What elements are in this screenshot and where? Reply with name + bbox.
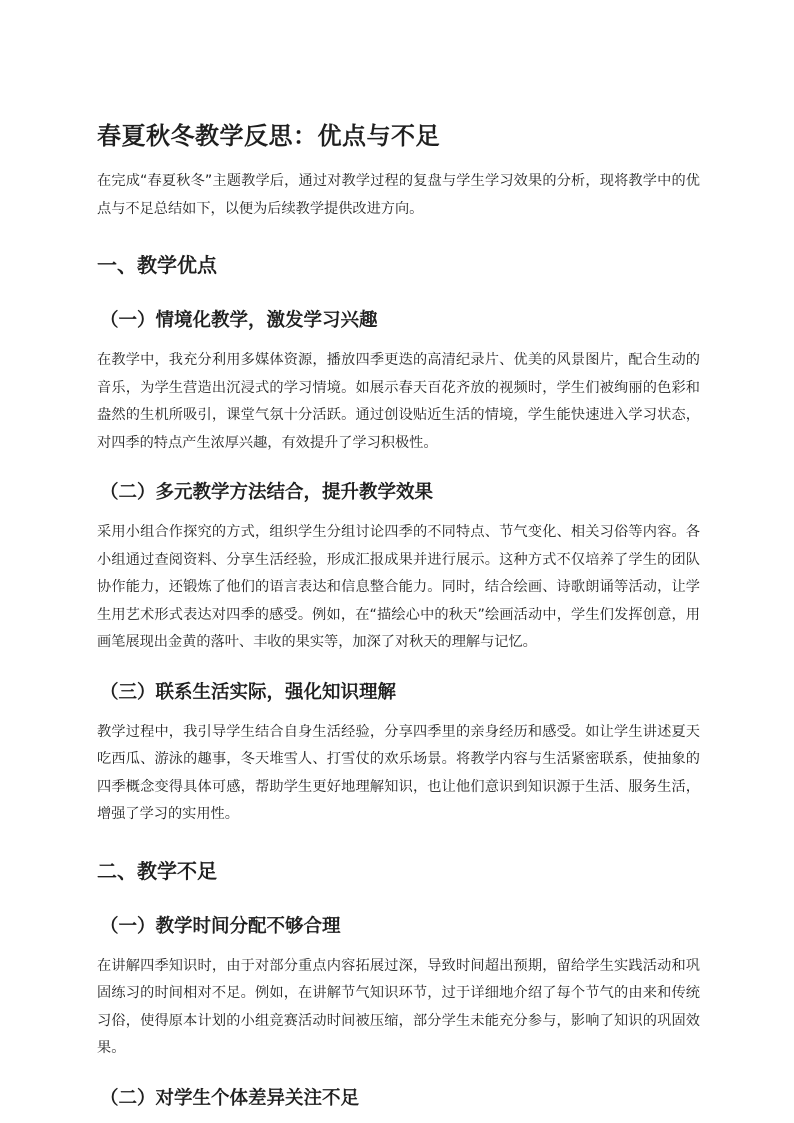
intro-paragraph: 在完成“春夏秋冬”主题教学后，通过对教学过程的复盘与学生学习效果的分析，现将教学中的优点与不足总结如下，以便为后续教学提供改进方向。 <box>97 173 700 217</box>
paragraph-real-life: 教学过程中，我引导学生结合自身生活经验，分享四季里的亲身经历和感受。如让学生讲述夏天吃西瓜、游泳的趣事，冬天堆雪人、打雪仗的欢乐场景。将教学内容与生活紧密联系，使抽象的四季概念变得具体可感，帮助学生更好地理解知识，也让他们意识到知识源于生活、服务生活，增强了学习的实用性。 <box>97 723 700 822</box>
document-title: 春夏秋冬教学反思：优点与不足 <box>97 122 440 150</box>
paragraph-time-allocation: 在讲解四季知识时，由于对部分重点内容拓展过深，导致时间超出预期，留给学生实践活动和巩固练习的时间相对不足。例如，在讲解节气知识环节，过于详细地介绍了每个节气的由来和传统习俗，使得原本计划的小组竞赛活动时间被压缩，部分学生未能充分参与，影响了知识的巩固效果。 <box>97 957 700 1056</box>
subsection-heading-time-allocation: （一）教学时间分配不够合理 <box>100 915 341 937</box>
paragraph-situational-teaching: 在教学中，我充分利用多媒体资源，播放四季更迭的高清纪录片、优美的风景图片，配合生动的音乐，为学生营造出沉浸式的学习情境。如展示春天百花齐放的视频时，学生们被绚丽的色彩和盎然的生机所吸引，课堂气氛十分活跃。通过创设贴近生活的情境，学生能快速进入学习状态，对四季的特点产生浓厚兴趣，有效提升了学习积极性。 <box>97 352 700 451</box>
paragraph-diverse-methods: 采用小组合作探究的方式，组织学生分组讨论四季的不同特点、节气变化、相关习俗等内容。各小组通过查阅资料、分享生活经验，形成汇报成果并进行展示。这种方式不仅培养了学生的团队协作能力，还锻炼了他们的语言表达和信息整合能力。同时，结合绘画、诗歌朗诵等活动，让学生用艺术形式表达对四季的感受。例如，在“描绘心中的秋天”绘画活动中，学生们发挥创意，用画笔展现出金黄的落叶、丰收的果实等，加深了对秋天的理解与记忆。 <box>97 524 700 650</box>
document-page <box>97 118 700 1113</box>
subsection-heading-situational-teaching: （一）情境化教学，激发学习兴趣 <box>100 310 378 331</box>
subsection-heading-real-life: （三）联系生活实际，强化知识理解 <box>100 681 397 703</box>
subsection-heading-diverse-methods: （二）多元教学方法结合，提升教学效果 <box>100 482 434 503</box>
section-heading-shortcomings: 二、教学不足 <box>97 858 217 883</box>
subsection-heading-individual-differences: （二）对学生个体差异关注不足 <box>100 1087 360 1109</box>
section-heading-strengths: 一、教学优点 <box>97 253 217 277</box>
